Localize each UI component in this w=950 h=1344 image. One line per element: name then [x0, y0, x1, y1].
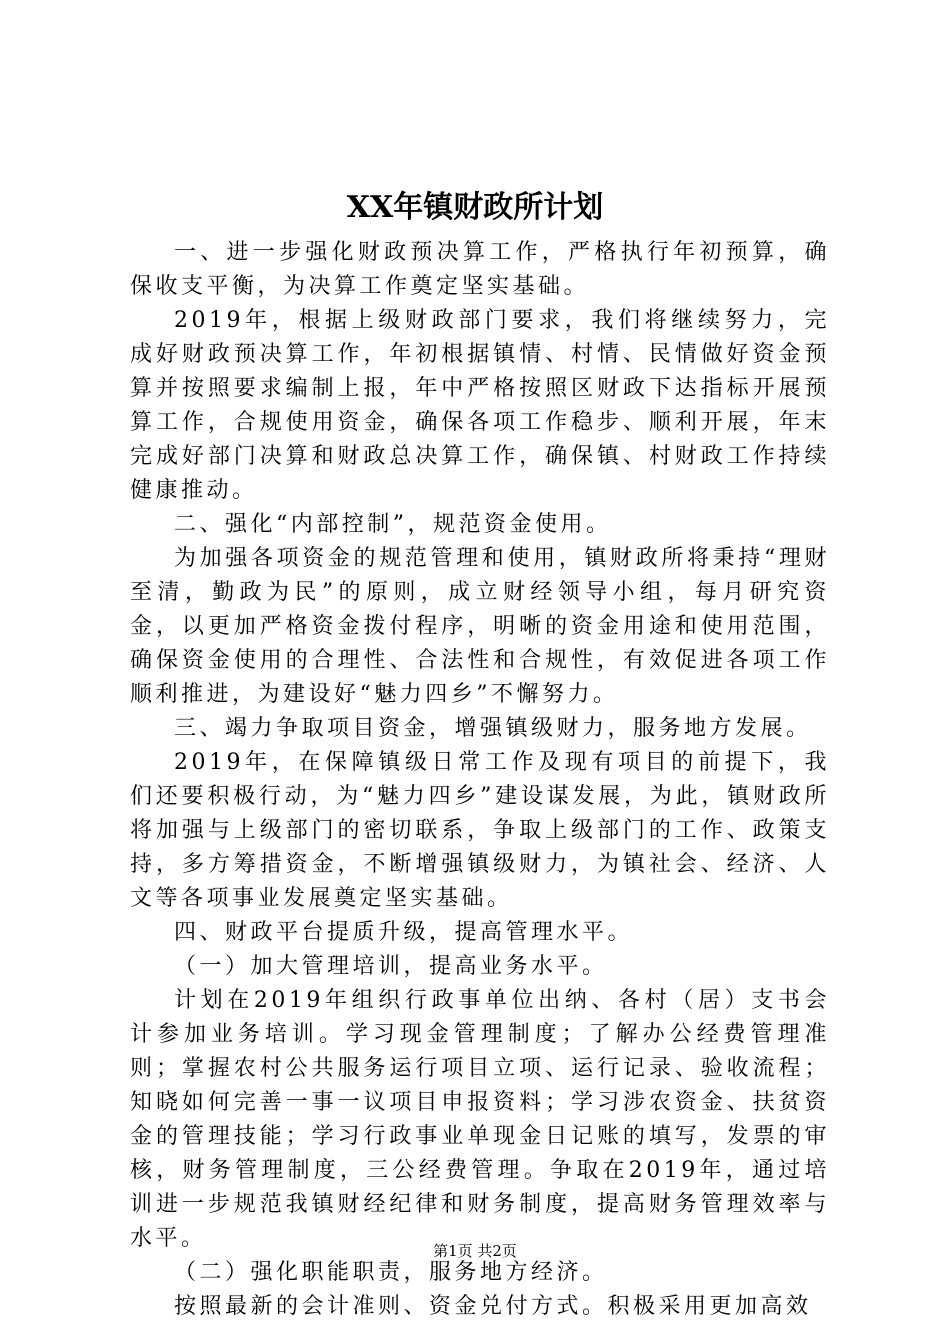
paragraph-6: 2019年，在保障镇级日常工作及现有项目的前提下，我们还要积极行动，为“魅力四乡”建设谋发展，为此，镇财政所将加强与上级部门的密切联系，争取上级部门的工作、政策支持，多方筹措资金，不断增强镇级财力，为镇社会、经济、人文等各项事业发展奠定坚实基础。	[130, 750, 830, 911]
document-body	[130, 236, 830, 1324]
paragraph-4: 为加强各项资金的规范管理和使用，镇财政所将秉持“理财至清，勤政为民”的原则，成立财经领导小组，每月研究资金，以更加严格资金拨付程序，明晰的资金用途和使用范围，确保资金使用的合理性、合法性和合规性，有效促进各项工作顺利推进，为建设好“魅力四乡”不懈努力。	[130, 546, 830, 707]
paragraph-5: 三、竭力争取项目资金，增强镇级财力，服务地方发展。	[174, 716, 812, 741]
paragraph-9: 计划在2019年组织行政事单位出纳、各村（居）支书会计参加业务培训。学习现金管理制度；了解办公经费管理准则；掌握农村公共服务运行项目立项、运行记录、验收流程；知晓如何完善一事一议项目申报资料；学习涉农资金、扶贫资金的管理技能；学习行政事业单现金日记账的填写，发票的审核，财务管理制度，三公经费管理。争取在2019年，通过培训进一步规范我镇财经纪律和财务制度，提高财务管理效率与水平。	[130, 988, 830, 1251]
paragraph-10: （二）强化职能职责，服务地方经济。	[174, 1260, 608, 1285]
paragraph-7: 四、财政平台提质升级，提高管理水平。	[174, 920, 634, 945]
page-footer: 第1页 共2页	[433, 1242, 517, 1260]
document-title: XX年镇财政所计划	[346, 190, 604, 225]
paragraph-1: 一、进一步强化财政预决算工作，严格执行年初预算，确保收支平衡，为决算工作奠定坚实基础。	[130, 240, 830, 299]
paragraph-3: 二、强化“内部控制”，规范资金使用。	[174, 512, 612, 537]
paragraph-2: 2019年，根据上级财政部门要求，我们将继续努力，完成好财政预决算工作，年初根据镇情、村情、民情做好资金预算并按照要求编制上报，年中严格按照区财政下达指标开展预算工作，合规使用资金，确保各项工作稳步、顺利开展，年末完成好部门决算和财政总决算工作，确保镇、村财政工作持续健康推动。	[130, 308, 830, 503]
paragraph-11: 按照最新的会计准则、资金兑付方式。积极采用更加高效	[174, 1294, 812, 1319]
paragraph-8: （一）加大管理培训，提高业务水平。	[174, 954, 608, 979]
